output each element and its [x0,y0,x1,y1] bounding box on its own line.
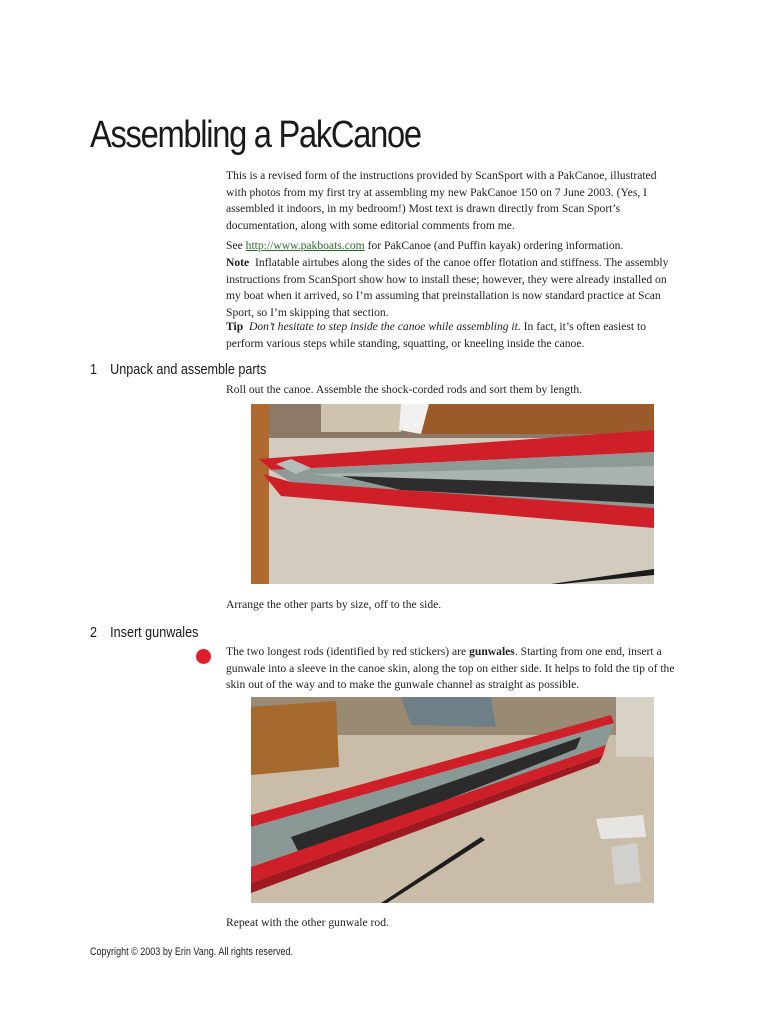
tip-text: In fact, it’s often easiest to perform various steps while standing, squatting, or kneeling inside the canoe. [226,320,647,350]
section-1-after-text: Arrange the other parts by size, off to the side. [226,598,442,611]
pakboats-link[interactable]: http://www.pakboats.com [245,239,365,252]
page-title: Assembling a PakCanoe [90,114,421,156]
intro-paragraph: This is a revised form of the instructions provided by ScanSport with a PakCanoe, illustrated with photos from my first try at assembling my new PakCanoe 150 on 7 June 2003. (Yes, I assembled it indoors, in my bedroom!) Most text is drawn directly from Scan Sport’s documentation, along with some editorial comments from me. [226,169,657,232]
section-2-title: Insert gunwales [110,624,199,641]
tip-italic: Don’t hesitate to step inside the canoe while assembling it. [249,320,521,333]
see-suffix: for PakCanoe (and Puffin kayak) ordering information. [364,239,624,252]
section-1-text: Roll out the canoe. Assemble the shock-corded rods and sort them by length. [226,383,583,396]
canoe-unrolled-photo [251,404,654,584]
tip-paragraph [226,319,676,352]
gunwales-term: gunwales [469,645,515,658]
copyright-footer: Copyright © 2003 by Erin Vang. All rights reserved. [90,946,294,958]
section-1-title: Unpack and assemble parts [110,361,267,378]
section-2-number: 2 [90,624,98,641]
gunwale-insertion-photo [251,697,654,903]
section-2-heading [90,624,198,641]
note-paragraph [226,255,676,321]
tip-label: Tip [226,320,244,333]
note-label: Note [226,256,250,269]
see-prefix: See [226,239,246,252]
see-paragraph [226,238,676,255]
section-2-text [226,644,676,694]
section-1-heading [90,361,266,378]
section-1-number: 1 [90,361,98,378]
red-sticker-icon [196,649,211,664]
section-2-after-text: Repeat with the other gunwale rod. [226,916,389,929]
note-text: Inflatable airtubes along the sides of the canoe offer flotation and stiffness. The assembly instructions from ScanSport show how to install these; however, they were already installed on my boat when it arrived, so I’m assuming that preinstallation is now standard practice at Scan Sport, so I’m skipping that section. [226,256,669,319]
section-2-text-before: The two longest rods (identified by red stickers) are [226,645,470,658]
section-2-text-after: . Starting from one end, insert a gunwale into a sleeve in the canoe skin, along the top on either side. It helps to fold the tip of the skin out of the way and to make the gunwale channel as straight as possible. [226,645,675,691]
